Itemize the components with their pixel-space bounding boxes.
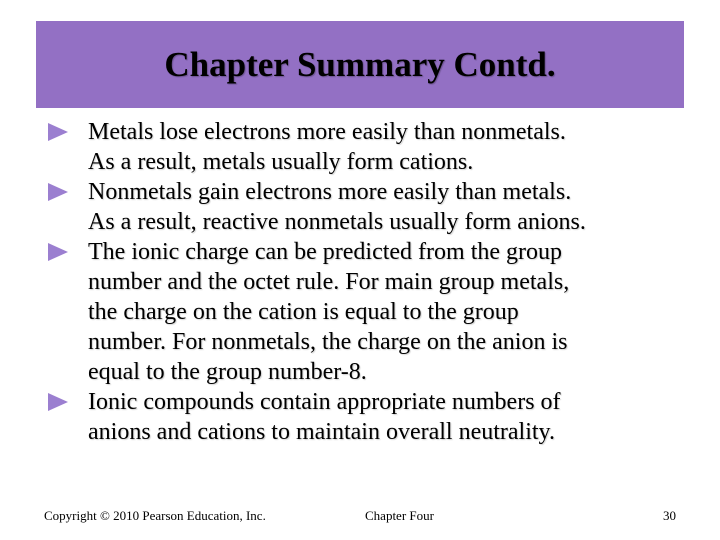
triangle-bullet-icon [48, 183, 68, 201]
triangle-bullet-icon [48, 243, 68, 261]
bullet-line: equal to the group number-8. [88, 359, 367, 385]
title-banner [36, 21, 684, 108]
bullet-line: number. For nonmetals, the charge on the anion is [88, 329, 568, 355]
footer-page-number: 30 [663, 508, 676, 523]
bullet-line: As a result, reactive nonmetals usually form anions. [88, 209, 586, 235]
bullet-line: anions and cations to maintain overall neutrality. [88, 419, 555, 445]
triangle-bullet-icon [48, 393, 68, 411]
bullet-line: Ionic compounds contain appropriate numbers of [88, 389, 561, 415]
bullet-line: number and the octet rule. For main group metals, [88, 269, 570, 295]
bullet-line: As a result, metals usually form cations. [88, 149, 474, 175]
bullet-item [0, 237, 720, 387]
bullet-line: Nonmetals gain electrons more easily than metals. [88, 179, 572, 205]
bullet-list [0, 117, 720, 447]
bullet-line: The ionic charge can be predicted from the group [88, 239, 563, 265]
bullet-line: the charge on the cation is equal to the group [88, 299, 519, 325]
footer-copyright: Copyright © 2010 Pearson Education, Inc. [44, 508, 266, 523]
bullet-item [0, 177, 720, 237]
bullet-item [0, 387, 720, 447]
triangle-bullet-icon [48, 123, 68, 141]
bullet-line: Metals lose electrons more easily than nonmetals. [88, 119, 566, 145]
bullet-item [0, 117, 720, 177]
footer-chapter: Chapter Four [365, 508, 434, 523]
slide-title: Chapter Summary Contd. [164, 44, 556, 84]
